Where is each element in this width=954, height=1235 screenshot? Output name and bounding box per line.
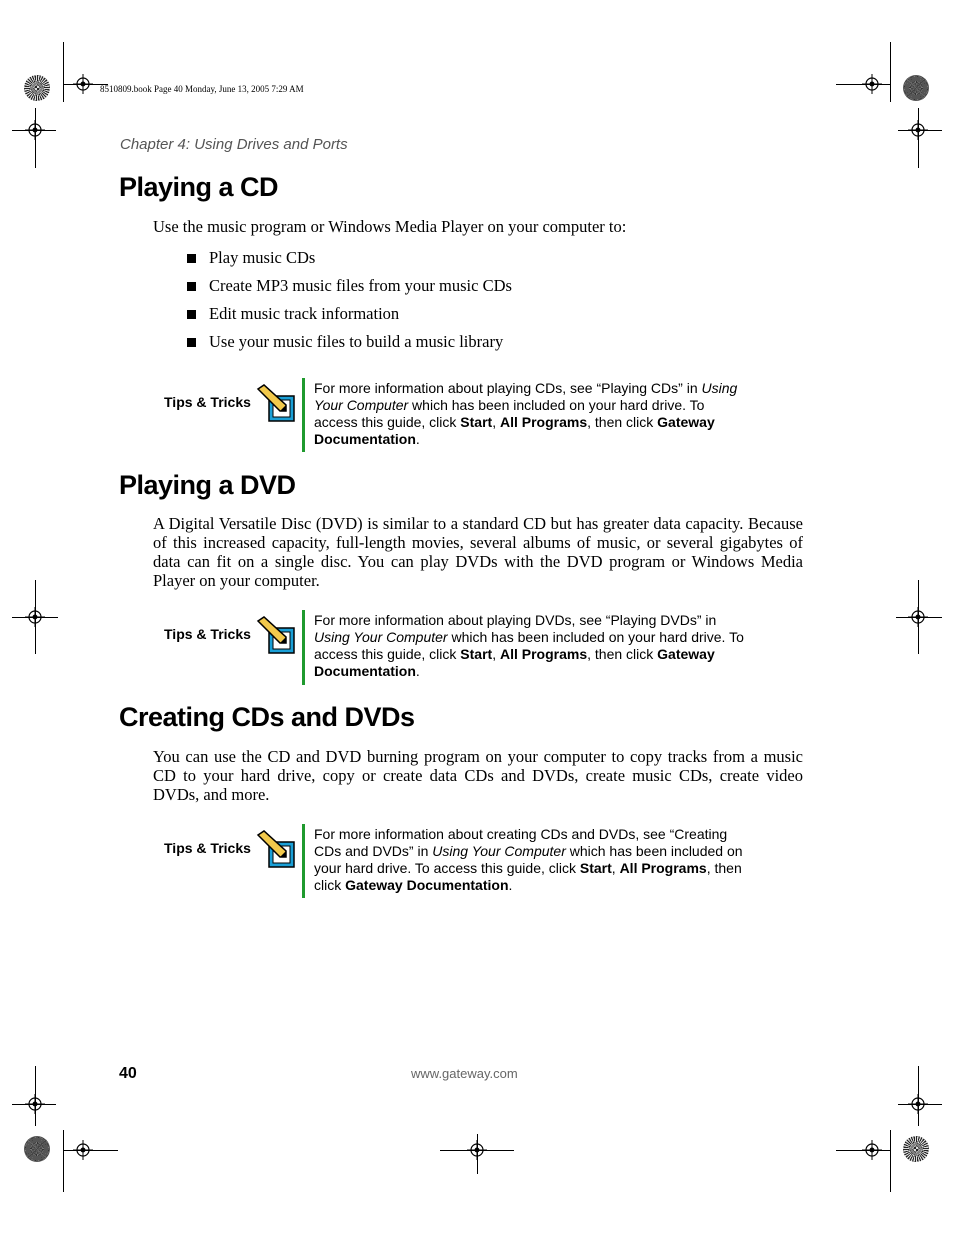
tips-text-run: Using Your Computer	[432, 843, 566, 859]
registration-mark-icon	[73, 1140, 93, 1160]
list-item: Edit music track information	[185, 304, 512, 332]
section-heading-creating-cds-dvds: Creating CDs and DVDs	[119, 702, 415, 732]
section-intro: Use the music program or Windows Media Player on your computer to:	[153, 217, 627, 236]
tips-text-run: .	[508, 877, 513, 893]
tips-text-run: Start	[460, 646, 493, 662]
tips-text-run: Start	[460, 414, 493, 430]
tips-text-run: , then click	[587, 646, 658, 662]
registration-mark-icon	[908, 607, 928, 627]
bullet-square-icon	[187, 338, 196, 347]
tips-text-run: ,	[611, 860, 620, 876]
running-head: Chapter 4: Using Drives and Ports	[120, 136, 348, 153]
tips-divider	[302, 378, 305, 452]
registration-mark-icon	[25, 607, 45, 627]
starburst-mark-icon	[24, 75, 50, 101]
tips-text-run: Gateway Documentation	[345, 877, 509, 893]
tips-text-run: For more information about creating CDs and DVDs, see “Creating CDs and DVDs” in	[314, 826, 728, 859]
list-item: Use your music files to build a music library	[185, 332, 512, 360]
list-item: Create MP3 music files from your music CDs	[185, 276, 512, 304]
tips-text-run: which has been included on your hard drive. To access this guide, click	[314, 629, 744, 662]
tips-text-run: ,	[492, 414, 500, 430]
tips-label: Tips & Tricks	[164, 626, 251, 642]
section-heading-playing-cd: Playing a CD	[119, 172, 279, 202]
registration-mark-icon	[862, 1140, 882, 1160]
bullet-list	[185, 248, 512, 360]
tips-text-run: For more information about playing CDs, see “Playing CDs” in	[314, 380, 702, 396]
tips-text-run: Using Your Computer	[314, 629, 448, 645]
tips-text-run: All Programs	[619, 860, 707, 876]
starburst-mark-icon	[24, 1136, 50, 1162]
registration-mark-icon	[467, 1140, 487, 1160]
starburst-mark-icon	[903, 75, 929, 101]
bullet-square-icon	[187, 282, 196, 291]
registration-mark-icon	[908, 1094, 928, 1114]
tips-text-run: which has been included on your hard drive. To access this guide, click	[314, 843, 743, 876]
pencil-note-icon	[256, 383, 296, 423]
pencil-note-icon	[256, 615, 296, 655]
tips-text-run: .	[415, 431, 420, 447]
tips-text	[314, 612, 744, 680]
pencil-note-icon	[256, 829, 296, 869]
print-slug: 8510809.book Page 40 Monday, June 13, 2005 7:29 AM	[100, 84, 304, 94]
tips-divider	[302, 824, 305, 898]
registration-mark-icon	[25, 1094, 45, 1114]
registration-mark-icon	[862, 74, 882, 94]
tips-text-run: .	[415, 663, 420, 679]
tips-text-run: For more information about playing DVDs, see “Playing DVDs” in	[314, 612, 717, 628]
section-intro: You can use the CD and DVD burning program on your computer to copy tracks from a music CD to your hard drive, copy or create data CDs and DVDs, create music CDs, create video DVDs, and more.	[153, 747, 803, 804]
tips-text	[314, 380, 744, 448]
registration-mark-icon	[908, 120, 928, 140]
bullet-square-icon	[187, 254, 196, 263]
starburst-mark-icon	[903, 1136, 929, 1162]
tips-text	[314, 826, 744, 894]
tips-text-run: All Programs	[499, 414, 588, 430]
tips-text-run: Gateway Documentation	[314, 646, 715, 679]
tips-text-run: ,	[492, 646, 500, 662]
registration-mark-icon	[25, 120, 45, 140]
tips-text-run: , then click	[314, 860, 742, 893]
tips-label: Tips & Tricks	[164, 840, 251, 856]
tips-text-run: Start	[579, 860, 612, 876]
section-intro: A Digital Versatile Disc (DVD) is similar to a standard CD but has greater data capacity. Because of this increased capacity, full-length movies, several albums of music, or several gigabytes of data can fit on a single disc. You can play DVDs with the DVD program or Windows Media Player on your computer.	[153, 514, 803, 590]
tips-text-run: , then click	[587, 414, 658, 430]
tips-text-run: Using Your Computer	[314, 380, 738, 413]
section-heading-playing-dvd: Playing a DVD	[119, 470, 296, 500]
tips-text-run: which has been included on your hard drive. To access this guide, click	[314, 397, 705, 430]
registration-mark-icon	[73, 74, 93, 94]
tips-label: Tips & Tricks	[164, 394, 251, 410]
list-item: Play music CDs	[185, 248, 512, 276]
tips-divider	[302, 610, 305, 685]
footer-url: www.gateway.com	[411, 1066, 518, 1081]
bullet-square-icon	[187, 310, 196, 319]
page-number: 40	[119, 1065, 137, 1082]
tips-text-run: All Programs	[499, 646, 588, 662]
tips-text-run: Gateway Documentation	[314, 414, 715, 447]
